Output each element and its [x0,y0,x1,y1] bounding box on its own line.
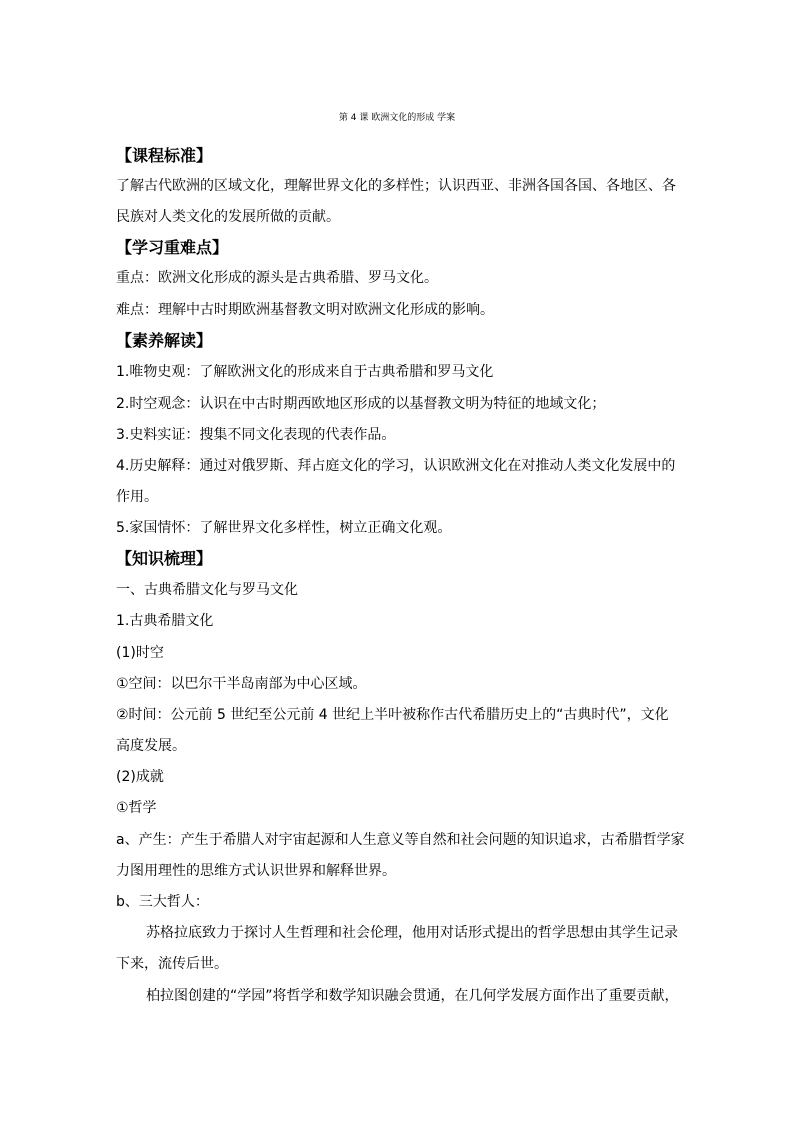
paragraph-line: ①哲学 [116,800,157,816]
paragraph-line: b、三大哲人： [116,894,209,910]
paragraph-line: 5.家国情怀：了解世界文化多样性，树立正确文化观。 [116,520,452,536]
paragraph-line: 2.时空观念：认识在中古时期西欧地区形成的以基督教文明为特征的地域文化； [116,396,606,412]
paragraph-line: 难点：理解中古时期欧洲基督教文明对欧洲文化形成的影响。 [116,302,494,318]
section-heading-literacy: 【素养解读】 [116,331,213,350]
paragraph-line: 民族对人类文化的发展所做的贡献。 [116,209,340,225]
section-heading-key-points: 【学习重难点】 [116,238,229,257]
paragraph-line: 柏拉图创建的“学园”将哲学和数学知识融会贯通，在几何学发展方面作出了重要贡献， [146,988,679,1004]
paragraph-line: 一、古典希腊文化与罗马文化 [116,582,298,598]
paragraph-line: (2)成就 [116,769,164,785]
paragraph-line: ①空间：以巴尔干半岛南部为中心区域。 [116,676,367,692]
paragraph-line: 3.史料实证：搜集不同文化表现的代表作品。 [116,427,396,443]
paragraph-line: 作用。 [116,489,158,505]
paragraph-line: 4.历史解释：通过对俄罗斯、拜占庭文化的学习，认识欧洲文化在对推动人类文化发展中的 [116,458,676,474]
paragraph-line: 高度发展。 [116,738,186,754]
paragraph-line: 1.古典希腊文化 [116,613,214,629]
paragraph-line: 下来，流传后世。 [116,956,228,972]
paragraph-line: ②时间：公元前 5 世纪至公元前 4 世纪上半叶被称作古代希腊历史上的“古典时代”，文化 [116,707,669,723]
paragraph-line: 了解古代欧洲的区域文化，理解世界文化的多样性；认识西亚、非洲各国各国、各地区、各 [116,178,676,194]
paragraph-line: 1.唯物史观：了解欧洲文化的形成来自于古典希腊和罗马文化 [116,364,494,380]
paragraph-line: 苏格拉底致力于探讨人生哲理和社会伦理，他用对话形式提出的哲学思想由其学生记录 [146,925,678,941]
paragraph-line: 力图用理性的思维方式认识世界和解释世界。 [116,863,396,879]
paragraph-line: (1)时空 [116,645,164,661]
section-heading-standard: 【课程标准】 [116,146,213,165]
document-title: 第 4 课 欧洲文化的形成 学案 [338,113,456,123]
paragraph-line: 重点：欧洲文化形成的源头是古典希腊、罗马文化。 [116,270,438,286]
paragraph-line: a、产生：产生于希腊人对宇宙起源和人生意义等自然和社会问题的知识追求，古希腊哲学家 [116,832,685,848]
section-heading-knowledge: 【知识梳理】 [116,549,213,568]
